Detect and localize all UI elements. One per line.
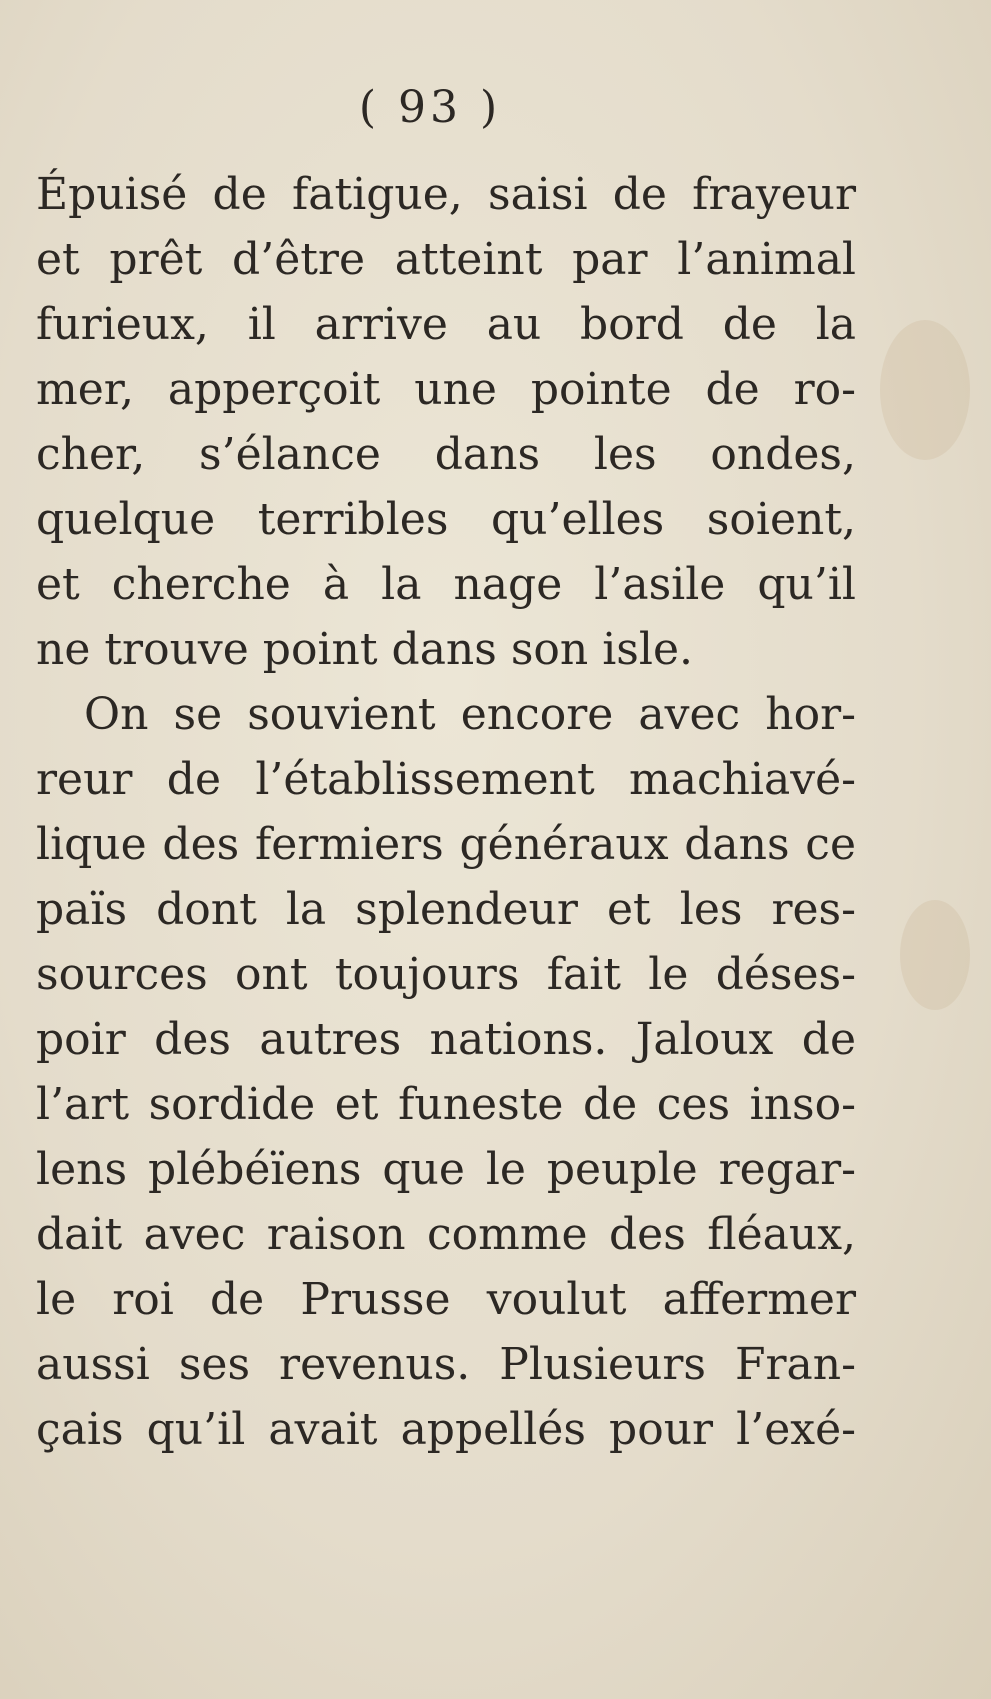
text-line: lique des fermiers généraux dans ce: [36, 819, 856, 870]
page-number: ( 93 ): [358, 82, 502, 133]
body-text: [36, 162, 856, 1462]
paper-stain: [880, 320, 970, 460]
text-line: mer, apperçoit une pointe de ro-: [36, 364, 856, 415]
text-line: reur de l’établissement machiavé-: [36, 754, 856, 805]
text-line: poir des autres nations. Jaloux de: [36, 1014, 856, 1065]
text-line: cher, s’élance dans les ondes,: [36, 429, 856, 480]
text-line: quelque terribles qu’elles soient,: [36, 494, 856, 545]
text-line: dait avec raison comme des fléaux,: [36, 1209, 856, 1260]
text-line: lens plébéïens que le peuple regar-: [36, 1144, 856, 1195]
text-line: aussi ses revenus. Plusieurs Fran-: [36, 1339, 856, 1390]
text-line: sources ont toujours fait le déses-: [36, 949, 856, 1000]
text-line: et cherche à la nage l’asile qu’il: [36, 559, 856, 610]
text-line: çais qu’il avait appellés pour l’exé-: [36, 1404, 856, 1455]
text-line: furieux, il arrive au bord de la: [36, 299, 856, 350]
paper-stain: [900, 900, 970, 1010]
text-line: ne trouve point dans son isle.: [36, 624, 693, 675]
text-line: païs dont la splendeur et les res-: [36, 884, 856, 935]
text-line: et prêt d’être atteint par l’animal: [36, 234, 856, 285]
text-line: Épuisé de fatigue, saisi de frayeur: [36, 169, 856, 220]
text-line: le roi de Prusse voulut affermer: [36, 1274, 856, 1325]
text-line: On se souvient encore avec hor-: [84, 689, 856, 740]
text-line: l’art sordide et funeste de ces inso-: [36, 1079, 856, 1130]
